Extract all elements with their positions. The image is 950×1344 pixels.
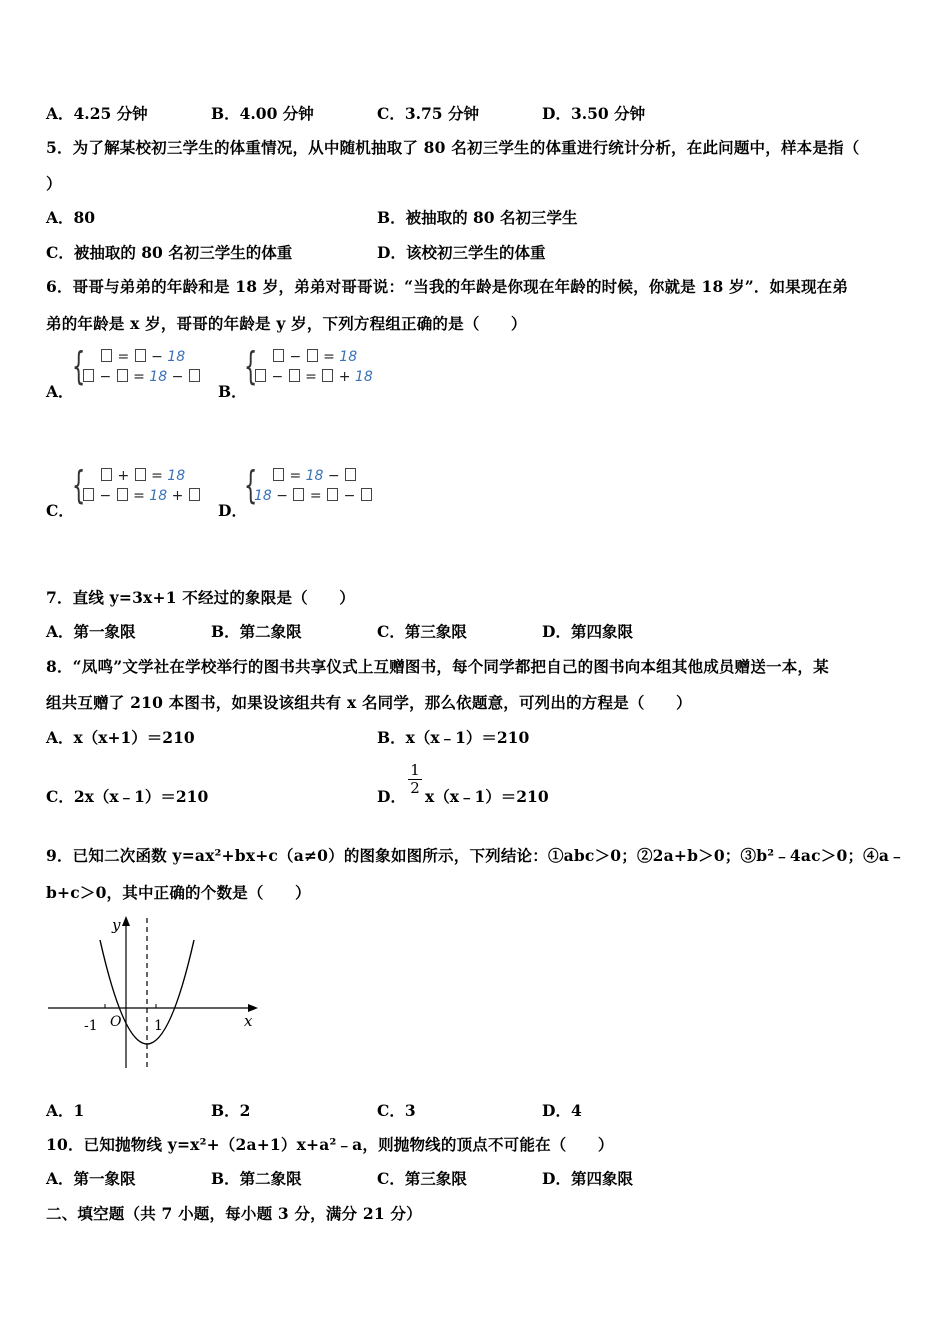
variable-box	[289, 369, 300, 382]
q5-option-c: C．被抽取的 80 名初三学生的体重	[46, 243, 293, 262]
variable-box	[255, 369, 266, 382]
q9-option-d: D．4	[542, 1101, 582, 1120]
origin-label: O	[110, 1014, 122, 1030]
q9-stem-line1: 9．已知二次函数 y=ax²+bx+c（a≠0）的图象如图所示，下列结论：①abc＞0；②2a+b＞0；③b²﹣4ac＞0；④a﹣	[46, 846, 905, 865]
operator: =	[151, 468, 163, 484]
variable-box	[83, 488, 94, 501]
operator: −	[343, 488, 356, 504]
operator: −	[171, 369, 184, 385]
operator: −	[327, 468, 340, 484]
variable-box	[117, 488, 128, 501]
operator: =	[133, 369, 145, 385]
operator: −	[99, 488, 112, 504]
q8-stem-line1: 8．“凤鸣”文学社在学校举行的图书共享仪式上互赠图书，每个同学都把自己的图书向本组其他成员赠送一本，某	[46, 657, 829, 676]
operator: −	[271, 369, 284, 385]
variable-box	[101, 468, 112, 481]
operator: =	[305, 369, 317, 385]
q5-option-b: B．被抽取的 80 名初三学生	[377, 208, 578, 227]
number: 18	[149, 488, 168, 504]
operator: −	[151, 349, 163, 365]
variable-box	[345, 468, 356, 481]
q5-stem-line1: 5．为了解某校初三学生的体重情况，从中随机抽取了 80 名初三学生的体重进行统计分析，在此问题中，样本是指（	[46, 138, 860, 157]
q7-option-a: A．第一象限	[46, 622, 136, 641]
q6-option-d-label: D．	[218, 501, 247, 520]
q5-stem-line2: ）	[46, 174, 62, 193]
q8-stem-line2: 组共互赠了 210 本图书，如果设该组共有 x 名同学，那么依题意，可列出的方程是（ ）	[46, 693, 692, 712]
system-b-eq1	[272, 349, 357, 365]
operator: +	[171, 488, 184, 504]
y-axis-label: y	[112, 916, 121, 934]
q6-stem-line1: 6．哥哥与弟弟的年龄和是 18 岁，弟弟对哥哥说：“当我的年龄是你现在年龄的时候，你就是 18 岁”．如果现在弟	[46, 277, 849, 296]
q6-option-c-label: C．	[46, 501, 74, 520]
q4-option-d: D．3.50 分钟	[542, 104, 646, 123]
fraction-numerator: 1	[408, 762, 422, 780]
section-heading: 二、填空题（共 7 小题，每小题 3 分，满分 21 分）	[46, 1204, 422, 1223]
number: 18	[167, 468, 186, 484]
operator: +	[338, 369, 351, 385]
operator: =	[133, 488, 145, 504]
parabola-graph	[46, 912, 262, 1072]
q9-option-a: A．1	[46, 1101, 85, 1120]
operator: =	[323, 349, 335, 365]
variable-box	[135, 468, 146, 481]
number: 18	[167, 349, 186, 365]
q10-option-b: B．第二象限	[211, 1169, 302, 1188]
q5-option-a: A．80	[46, 208, 96, 227]
variable-box	[135, 349, 146, 362]
variable-box	[273, 349, 284, 362]
left-brace: {	[244, 344, 258, 388]
number: 18	[149, 369, 168, 385]
q7-stem: 7．直线 y=3x+1 不经过的象限是（ ）	[46, 588, 355, 607]
q8-option-c: C．2x（x﹣1）＝210	[46, 787, 209, 806]
q8-option-b: B．x（x﹣1）＝210	[377, 728, 530, 747]
operator: +	[117, 468, 130, 484]
q10-stem: 10．已知抛物线 y=x²+（2a+1）x+a²﹣a，则抛物线的顶点不可能在（ ）	[46, 1135, 614, 1154]
system-a-eq1	[100, 349, 185, 365]
left-brace: {	[244, 463, 258, 507]
operator: −	[276, 488, 289, 504]
q7-option-c: C．第三象限	[377, 622, 467, 641]
q6-option-a-label: A．	[46, 382, 74, 401]
fraction-one-half	[408, 762, 422, 797]
operator: =	[309, 488, 322, 504]
fraction-denominator: 2	[410, 779, 420, 797]
variable-box	[189, 488, 200, 501]
q8-option-a: A．x（x+1）＝210	[46, 728, 195, 747]
variable-box	[189, 369, 200, 382]
variable-box	[273, 468, 284, 481]
variable-box	[327, 488, 338, 501]
system-a-eq2	[82, 369, 201, 385]
q10-option-d: D．第四象限	[542, 1169, 633, 1188]
q5-option-d: D．该校初三学生的体重	[377, 243, 546, 262]
number: 18	[354, 369, 373, 385]
operator: =	[117, 349, 130, 365]
q9-option-c: C．3	[377, 1101, 416, 1120]
tick-label-neg-one: -1	[84, 1018, 98, 1034]
q9-stem-line2: b+c＞0，其中正确的个数是（ ）	[46, 883, 311, 902]
q9-option-b: B．2	[211, 1101, 251, 1120]
number: 18	[254, 488, 272, 504]
q4-option-b: B．4.00 分钟	[211, 104, 314, 123]
system-d-eq2	[254, 488, 373, 504]
left-brace: {	[72, 463, 86, 507]
x-axis-arrow	[248, 1004, 258, 1012]
q8-option-d-label: D．	[377, 787, 406, 806]
variable-box	[83, 369, 94, 382]
q7-option-b: B．第二象限	[211, 622, 302, 641]
operator: −	[289, 349, 302, 365]
tick-label-one: 1	[154, 1018, 163, 1034]
y-axis-arrow	[122, 916, 130, 926]
x-axis-label: x	[244, 1012, 253, 1030]
q10-option-a: A．第一象限	[46, 1169, 136, 1188]
system-b-eq2	[254, 369, 373, 385]
number: 18	[305, 468, 324, 484]
q10-option-c: C．第三象限	[377, 1169, 467, 1188]
q6-stem-line2: 弟的年龄是 x 岁，哥哥的年龄是 y 岁，下列方程组正确的是（ ）	[46, 314, 527, 333]
variable-box	[101, 349, 112, 362]
variable-box	[322, 369, 333, 382]
q6-option-b-label: B．	[218, 382, 247, 401]
system-d-eq1	[272, 468, 357, 484]
system-c-eq2	[82, 488, 201, 504]
variable-box	[307, 349, 318, 362]
q7-option-d: D．第四象限	[542, 622, 633, 641]
operator: =	[289, 468, 302, 484]
variable-box	[293, 488, 304, 501]
q4-option-a: A．4.25 分钟	[46, 104, 148, 123]
q4-option-c: C．3.75 分钟	[377, 104, 479, 123]
variable-box	[117, 369, 128, 382]
number: 18	[339, 349, 358, 365]
operator: −	[99, 369, 112, 385]
q8-option-d-expression: x（x﹣1）＝210	[425, 787, 549, 806]
system-c-eq1	[100, 468, 185, 484]
variable-box	[361, 488, 372, 501]
left-brace: {	[72, 344, 86, 388]
